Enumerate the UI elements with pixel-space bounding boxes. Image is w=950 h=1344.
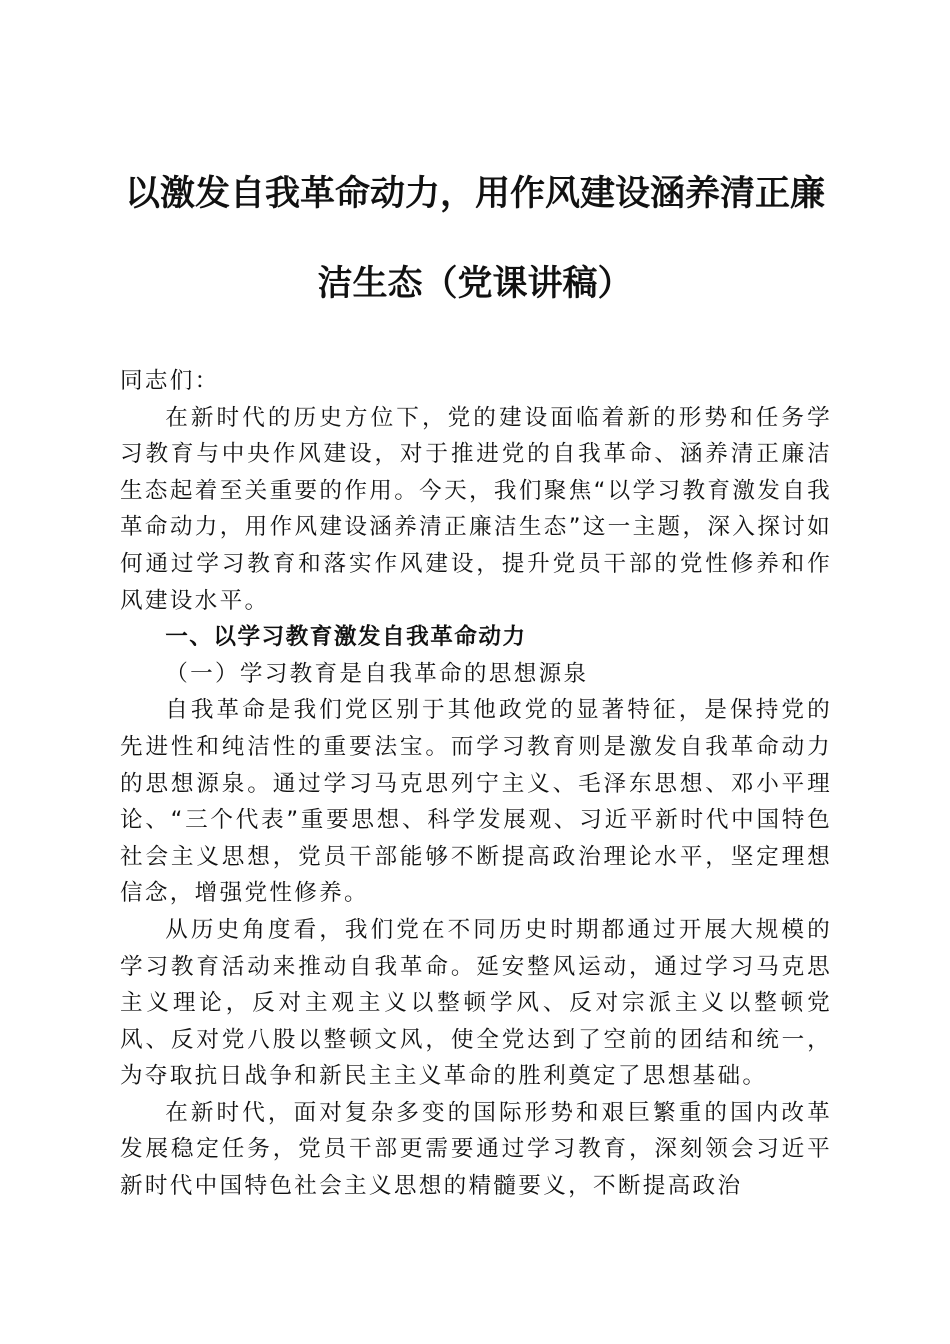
intro-paragraph: 在新时代的历史方位下，党的建设面临着新的形势和任务学习教育与中央作风建设，对于推进党的自我革命、涵养清正廉洁生态起着至关重要的作用。今天，我们聚焦“以学习教育激发自我革命动力，用作风建设涵养清正廉洁生态”这一主题，深入探讨如何通过学习教育和落实作风建设，提升党员干部的党性修养和作风建设水平。 — [120, 404, 832, 614]
document-body — [120, 363, 832, 1205]
document-title-line-2: 洁生态（党课讲稿） — [317, 263, 633, 304]
subsection-heading-1: （一）学习教育是自我革命的思想源泉 — [165, 660, 589, 687]
document-title-line-1: 以激发自我革命动力，用作风建设涵养清正廉 — [124, 173, 825, 214]
body-paragraph-1: 自我革命是我们党区别于其他政党的显著特征，是保持党的先进性和纯洁性的重要法宝。而学习教育则是激发自我革命动力的思想源泉。通过学习马克思列宁主义、毛泽东思想、邓小平理论、“三个代表”重要思想、科学发展观、习近平新时代中国特色社会主义思想，党员干部能够不断提高政治理论水平，坚定理想信念，增强党性修养。 — [120, 697, 832, 907]
body-paragraph-2: 从历史角度看，我们党在不同历史时期都通过开展大规模的学习教育活动来推动自我革命。延安整风运动，通过学习马克思主义理论，反对主观主义以整顿学风、反对宗派主义以整顿党风、反对党八股以整顿文风，使全党达到了空前的团结和统一，为夺取抗日战争和新民主主义革命的胜利奠定了思想基础。 — [120, 916, 832, 1090]
body-paragraph-3: 在新时代，面对复杂多变的国际形势和艰巨繁重的国内改革发展稳定任务，党员干部更需要通过学习教育，深刻领会习近平新时代中国特色社会主义思想的精髓要义，不断提高政治 — [120, 1099, 832, 1200]
section-heading-1: 一、以学习教育激发自我革命动力 — [165, 624, 527, 651]
salutation: 同志们： — [120, 368, 220, 394]
